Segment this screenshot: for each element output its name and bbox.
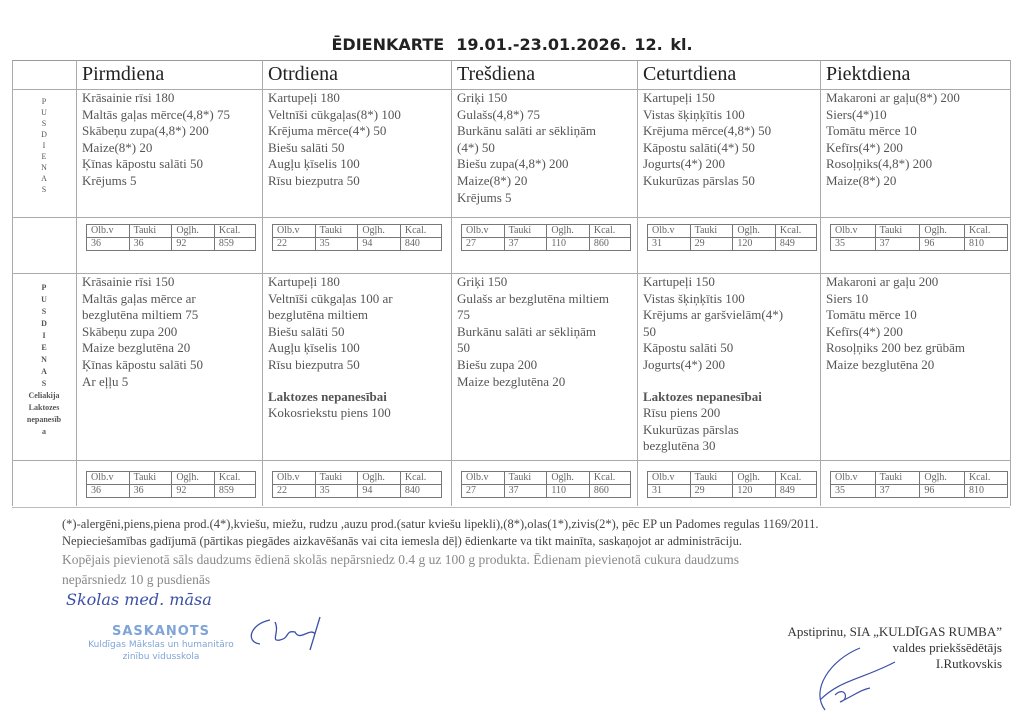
menu-item: Kefīrs(4*) 200 xyxy=(826,139,903,155)
menu-item: Ķīnas kāpostu salāti 50 xyxy=(82,156,203,172)
nutrition-value: 31 xyxy=(648,485,691,498)
menu-item: Maltās gaļas mērce ar xyxy=(82,290,196,306)
nutrition-value: 37 xyxy=(875,238,920,251)
menu-item: Maize(8*) 20 xyxy=(457,172,528,188)
nutrition-header: Kcal. xyxy=(214,225,255,238)
nutrition-value: 96 xyxy=(920,485,965,498)
nutrition-header: Kcal. xyxy=(214,472,255,485)
nutrition-values-row xyxy=(273,238,442,251)
nutrition-header: Kcal. xyxy=(589,225,630,238)
nutrition-header-row xyxy=(87,225,256,238)
label-letter: D xyxy=(41,319,47,328)
menu-item: Kartupeļi 180 xyxy=(268,90,340,105)
menu-item: Kukurūzas pārslas 50 xyxy=(643,172,755,188)
nutrition-header: Tauki xyxy=(504,472,547,485)
nutrition-value: 37 xyxy=(504,238,547,251)
menu-item: Griķi 150 xyxy=(457,274,508,289)
menu-item: Maize bezglutēna 20 xyxy=(457,373,566,389)
diet-menu-cell xyxy=(457,274,609,390)
nurse-handwritten-signature: Skolas med. māsa xyxy=(66,590,212,609)
menu-item: Kāpostu salāti(4*) 50 xyxy=(643,139,755,155)
menu-item: Griķi 150 xyxy=(457,90,508,105)
menu-item: Ar eļļu 5 xyxy=(82,373,129,389)
nutrition-value: 94 xyxy=(358,485,401,498)
menu-item: Biešu zupa(4,8*) 200 xyxy=(457,156,569,172)
menu-item: Burkānu salāti ar sēkliņām xyxy=(457,123,596,139)
label-letter: S xyxy=(41,379,47,388)
nurse-signature-icon xyxy=(240,612,340,652)
nutrition-header: Tauki xyxy=(690,472,733,485)
nutrition-header-row xyxy=(462,472,631,485)
nutrition-value: 860 xyxy=(589,485,630,498)
diet-label-line: Laktozes xyxy=(28,403,60,412)
nutrition-header: Olb.v xyxy=(273,225,316,238)
nutrition-header: Ogļh. xyxy=(920,225,965,238)
menu-item: Krējuma mērce(4*) 50 xyxy=(268,123,387,139)
nutrition-values-row xyxy=(648,485,817,498)
day-header: Ceturtdiena xyxy=(643,63,737,85)
nutrition-header-row xyxy=(831,225,1008,238)
label-letter: E xyxy=(41,343,47,352)
day-header: Pirmdiena xyxy=(82,63,165,85)
menu-item: Biešu salāti 50 xyxy=(268,323,345,339)
nutrition-header: Olb.v xyxy=(87,225,130,238)
nutrition-value: 22 xyxy=(273,238,316,251)
nutrition-table xyxy=(647,471,817,498)
nutrition-header: Kcal. xyxy=(400,225,441,238)
diet-label-line: a xyxy=(42,427,46,436)
nutrition-header: Kcal. xyxy=(775,225,816,238)
nutrition-header: Tauki xyxy=(129,225,172,238)
nutrition-header-row xyxy=(273,472,442,485)
day-header: Otrdiena xyxy=(268,63,338,85)
nutrition-table xyxy=(272,471,442,498)
menu-item: Maize bezglutēna 20 xyxy=(82,340,191,356)
nutrition-value: 92 xyxy=(172,238,215,251)
nutrition-header-row xyxy=(648,225,817,238)
nutrition-value: 859 xyxy=(214,238,255,251)
diet-label-line: Celiakija xyxy=(28,391,60,400)
menu-item: 50 xyxy=(643,323,656,339)
menu-item: Kartupeļi 150 xyxy=(643,274,715,289)
salt-note: Kopējais pievienotā sāls daudzums ēdienā skolās nepārsniedz 0.4 g uz 100 g produkta. Ēdienam pievienotā cukura daudzums xyxy=(62,552,740,567)
nutrition-table xyxy=(272,224,442,251)
nutrition-header: Kcal. xyxy=(964,225,1007,238)
diet-label-line: nepanesīb xyxy=(26,415,62,424)
menu-item: bezglutēna miltiem 75 xyxy=(82,307,199,323)
nutrition-value: 35 xyxy=(315,238,358,251)
nutrition-value: 27 xyxy=(462,485,505,498)
nutrition-header-row xyxy=(462,225,631,238)
menu-item: Maize bezglutēna 20 xyxy=(826,356,935,372)
nutrition-value: 36 xyxy=(129,238,172,251)
nutrition-value: 29 xyxy=(690,238,733,251)
menu-item: Krējums ar garšvielām(4*) xyxy=(643,307,784,323)
menu-item: Krējums 5 xyxy=(82,172,137,188)
nutrition-header: Tauki xyxy=(129,472,172,485)
approval-stamp xyxy=(76,624,246,663)
label-letter: A xyxy=(41,367,47,376)
lunch-menu-cell xyxy=(82,90,230,190)
nutrition-header: Ogļh. xyxy=(547,472,590,485)
nutrition-value: 36 xyxy=(87,238,130,251)
nutrition-header: Kcal. xyxy=(775,472,816,485)
stamp-title: SASKAŅOTS xyxy=(111,624,211,639)
nutrition-value: 840 xyxy=(400,238,441,251)
menu-item: Tomātu mērce 10 xyxy=(826,307,917,323)
nutrition-header-row xyxy=(648,472,817,485)
menu-item: Krējuma mērce(4,8*) 50 xyxy=(643,123,772,139)
nutrition-header: Ogļh. xyxy=(920,472,965,485)
nutrition-header: Ogļh. xyxy=(358,225,401,238)
nutrition-values-row xyxy=(87,238,256,251)
nutrition-header: Olb.v xyxy=(831,225,876,238)
nutrition-header: Tauki xyxy=(315,472,358,485)
nutrition-value: 110 xyxy=(547,238,590,251)
nutrition-value: 31 xyxy=(648,238,691,251)
menu-item: Gulašs(4,8*) 75 xyxy=(457,106,541,122)
nutrition-values-row xyxy=(648,238,817,251)
lunch-menu-cell xyxy=(457,90,596,206)
nutrition-value: 810 xyxy=(964,238,1007,251)
nutrition-header: Kcal. xyxy=(589,472,630,485)
title-text: ĒDIENKARTE xyxy=(331,35,445,54)
nutrition-header: Kcal. xyxy=(400,472,441,485)
nutrition-header: Kcal. xyxy=(964,472,1007,485)
menu-item: 50 xyxy=(457,340,470,356)
approval-text: Apstiprinu, SIA „KULDĪGAS RUMBA” xyxy=(787,624,1002,639)
lactose-heading: Laktozes nepanesībai xyxy=(268,388,387,404)
nutrition-values-row xyxy=(462,238,631,251)
menu-item: Augļu ķīselis 100 xyxy=(268,340,360,356)
menu-item: Krāsainie rīsi 150 xyxy=(82,274,175,289)
menu-item: Augļu ķīselis 100 xyxy=(268,156,360,172)
menu-item: Burkānu salāti ar sēkliņām xyxy=(457,323,596,339)
nutrition-value: 29 xyxy=(690,485,733,498)
nutrition-header: Olb.v xyxy=(648,225,691,238)
nutrition-table xyxy=(461,471,631,498)
nutrition-header-row xyxy=(831,472,1008,485)
menu-item: Kartupeļi 180 xyxy=(268,274,340,289)
column-divider xyxy=(1010,60,1011,506)
menu-item: Rosoļņiks(4,8*) 200 xyxy=(826,156,933,172)
sugar-note: nepārsniedz 10 g pusdienās xyxy=(62,572,211,587)
nutrition-values-row xyxy=(831,485,1008,498)
diet-menu-cell xyxy=(82,274,203,390)
diet-menu-cell xyxy=(643,274,783,455)
day-header: Piektdiena xyxy=(826,63,911,85)
nutrition-header: Ogļh. xyxy=(172,225,215,238)
menu-item: Kokosriekstu piens 100 xyxy=(268,405,391,421)
nutrition-value: 849 xyxy=(775,238,816,251)
menu-item: Rīsu biezputra 50 xyxy=(268,356,360,372)
label-letter: N xyxy=(41,355,47,364)
nutrition-header: Tauki xyxy=(504,225,547,238)
nutrition-header: Ogļh. xyxy=(733,225,776,238)
director-signature-icon xyxy=(800,640,910,720)
menu-item: Vistas šķiņķītis 100 xyxy=(643,106,745,122)
nutrition-header: Olb.v xyxy=(648,472,691,485)
column-divider xyxy=(820,60,821,506)
menu-item: 75 xyxy=(457,307,470,323)
nutrition-header: Tauki xyxy=(315,225,358,238)
menu-item: Krējums 5 xyxy=(457,189,512,205)
column-divider xyxy=(76,60,77,506)
nutrition-header: Tauki xyxy=(690,225,733,238)
nutrition-header: Olb.v xyxy=(831,472,876,485)
label-letter: I xyxy=(42,141,46,150)
label-letter: S xyxy=(41,185,47,194)
stamp-line2: zinību vidusskola xyxy=(122,652,200,662)
nutrition-value: 120 xyxy=(733,485,776,498)
diet-row-label xyxy=(12,282,76,438)
nutrition-header: Tauki xyxy=(875,472,920,485)
nutrition-value: 35 xyxy=(315,485,358,498)
menu-item: Siers(4*)10 xyxy=(826,106,887,122)
nutrition-value: 860 xyxy=(589,238,630,251)
nutrition-values-row xyxy=(462,485,631,498)
diet-menu-cell xyxy=(826,274,965,374)
menu-item: Maize(8*) 20 xyxy=(82,139,153,155)
label-letter: E xyxy=(41,152,47,161)
nutrition-table xyxy=(830,471,1008,498)
nutrition-value: 36 xyxy=(129,485,172,498)
nutrition-header: Ogļh. xyxy=(172,472,215,485)
label-letter: P xyxy=(41,97,47,106)
menu-item: Rīsu biezputra 50 xyxy=(268,172,360,188)
label-letter: S xyxy=(41,119,47,128)
column-divider xyxy=(637,60,638,506)
label-letter: D xyxy=(41,130,47,139)
nutrition-value: 36 xyxy=(87,485,130,498)
nutrition-value: 120 xyxy=(733,238,776,251)
menu-item: Makaroni ar gaļu 200 xyxy=(826,274,939,289)
menu-item: Veltnīši cūkgaļas 100 ar xyxy=(268,290,393,306)
nutrition-header: Olb.v xyxy=(462,225,505,238)
day-header: Trešdiena xyxy=(457,63,536,85)
column-divider xyxy=(451,60,452,506)
nutrition-value: 840 xyxy=(400,485,441,498)
menu-item: Gulašs ar bezglutēna miltiem xyxy=(457,290,609,306)
nutrition-header: Ogļh. xyxy=(547,225,590,238)
nutrition-value: 92 xyxy=(172,485,215,498)
nutrition-header: Ogļh. xyxy=(733,472,776,485)
row-divider xyxy=(12,217,1010,218)
nutrition-header: Ogļh. xyxy=(358,472,401,485)
nutrition-header: Tauki xyxy=(875,225,920,238)
lactose-heading: Laktozes nepanesībai xyxy=(643,388,762,404)
menu-item: Kefīrs(4*) 200 xyxy=(826,323,903,339)
nutrition-value: 35 xyxy=(831,485,876,498)
title-period: 19.01.-23.01.2026. 12. kl. xyxy=(456,35,693,54)
lunch-menu-cell xyxy=(643,90,771,190)
stamp-line1: Kuldīgas Mākslas un humanitāro xyxy=(88,640,234,650)
menu-item: Rosoļņiks 200 bez grūbām xyxy=(826,340,966,356)
menu-item: Kukurūzas pārslas xyxy=(643,421,739,437)
nutrition-header-row xyxy=(87,472,256,485)
menu-item: Maltās gaļas mērce(4,8*) 75 xyxy=(82,106,231,122)
lunch-menu-cell xyxy=(268,90,401,190)
nutrition-value: 37 xyxy=(875,485,920,498)
label-letter: A xyxy=(41,174,47,183)
label-letter: N xyxy=(41,163,47,172)
label-letter: I xyxy=(42,331,46,340)
menu-item: Rīsu piens 200 xyxy=(643,405,721,421)
menu-item: Ķīnas kāpostu salāti 50 xyxy=(82,356,203,372)
label-letter: U xyxy=(41,108,47,117)
nutrition-value: 859 xyxy=(214,485,255,498)
menu-item: bezglutēna miltiem xyxy=(268,307,368,323)
row-divider xyxy=(12,460,1010,461)
menu-item: Veltnīši cūkgaļas(8*) 100 xyxy=(268,106,401,122)
label-letter: P xyxy=(41,283,47,292)
menu-item: Maize(8*) 20 xyxy=(826,172,897,188)
page-title xyxy=(0,35,1024,54)
nutrition-value: 27 xyxy=(462,238,505,251)
nutrition-table xyxy=(86,471,256,498)
nutrition-value: 849 xyxy=(775,485,816,498)
nutrition-value: 22 xyxy=(273,485,316,498)
changes-note: Nepieciešamības gadījumā (pārtikas piegādes aizkavēšanās vai cita iemesla dēļ) ēdienkarte va tikt mainīta, saskaņojot ar administrāciju. xyxy=(62,534,742,548)
nutrition-header: Olb.v xyxy=(462,472,505,485)
menu-item: Makaroni ar gaļu(8*) 200 xyxy=(826,90,960,105)
menu-item: Krāsainie rīsi 180 xyxy=(82,90,175,105)
menu-item: bezglutēna 30 xyxy=(643,438,716,454)
nutrition-header: Olb.v xyxy=(87,472,130,485)
nutrition-value: 35 xyxy=(831,238,876,251)
nutrition-table xyxy=(86,224,256,251)
label-letter: S xyxy=(41,307,47,316)
menu-item: Jogurts(4*) 200 xyxy=(643,156,725,172)
menu-item: Tomātu mērce 10 xyxy=(826,123,917,139)
nutrition-header: Olb.v xyxy=(273,472,316,485)
menu-item: Biešu zupa 200 xyxy=(457,356,538,372)
nutrition-table xyxy=(830,224,1008,251)
nutrition-table xyxy=(647,224,817,251)
label-letter: U xyxy=(41,295,47,304)
approver-role: valdes priekšsēdētājs xyxy=(892,640,1002,655)
nutrition-value: 810 xyxy=(964,485,1007,498)
approver-name: I.Rutkovskis xyxy=(935,656,1002,671)
menu-item: Kartupeļi 150 xyxy=(643,90,715,105)
menu-item: Jogurts(4*) 200 xyxy=(643,356,725,372)
diet-menu-cell xyxy=(268,274,393,422)
nutrition-values-row xyxy=(831,238,1008,251)
menu-item: Skābeņu zupa(4,8*) 200 xyxy=(82,123,209,139)
menu-item: Vistas šķiņķītis 100 xyxy=(643,290,745,306)
lunch-menu-cell xyxy=(826,90,960,190)
nutrition-header-row xyxy=(273,225,442,238)
nutrition-value: 37 xyxy=(504,485,547,498)
menu-item: Biešu salāti 50 xyxy=(268,139,345,155)
nutrition-value: 94 xyxy=(358,238,401,251)
column-divider xyxy=(262,60,263,506)
nutrition-table xyxy=(461,224,631,251)
menu-item: Skābeņu zupa 200 xyxy=(82,323,178,339)
menu-item: Siers 10 xyxy=(826,290,869,306)
allergen-note: (*)-alergēni,piens,piena prod.(4*),kviešu, miežu, rudzu ,auzu prod.(satur kviešu lipekli),(8*),olas(1*),zivis(2*), pēc EP un Padomes regulas 1169/2011. xyxy=(62,517,819,531)
nutrition-values-row xyxy=(273,485,442,498)
nutrition-value: 110 xyxy=(547,485,590,498)
nutrition-value: 96 xyxy=(920,238,965,251)
menu-item: Kāpostu salāti 50 xyxy=(643,340,734,356)
nutrition-values-row xyxy=(87,485,256,498)
lunch-row-label xyxy=(12,96,76,195)
menu-item: (4*) 50 xyxy=(457,139,495,155)
